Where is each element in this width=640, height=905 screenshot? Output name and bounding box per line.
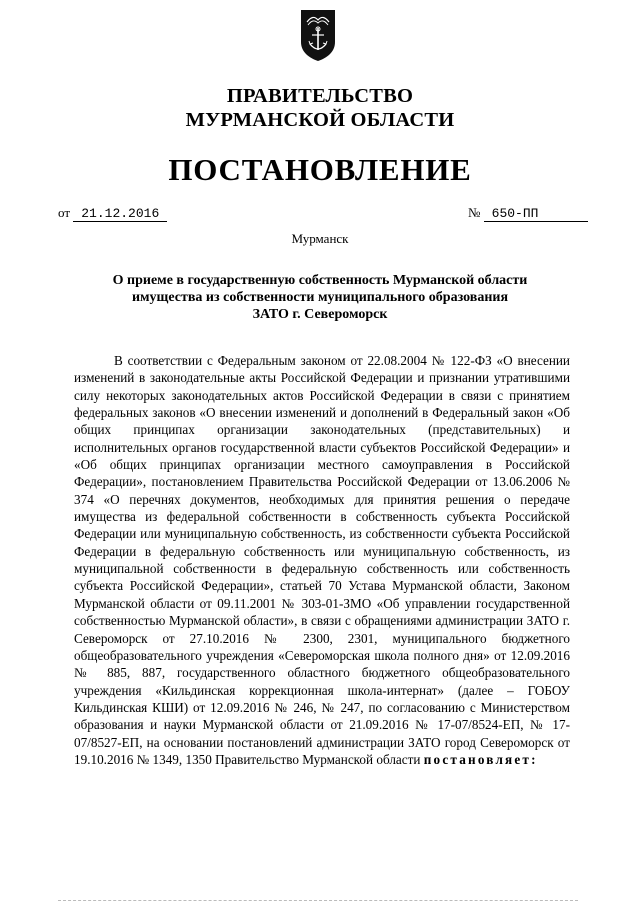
government-name-line1: ПРАВИТЕЛЬСТВО xyxy=(226,85,414,107)
document-number xyxy=(468,205,588,222)
coat-of-arms-icon xyxy=(299,8,337,62)
document-body xyxy=(74,352,570,768)
government-name-line2: МУРМАНСКОЙ ОБЛАСТИ xyxy=(185,109,455,131)
scan-edge xyxy=(58,900,578,901)
document-type: ПОСТАНОВЛЕНИЕ xyxy=(168,152,472,187)
date-prefix: от xyxy=(58,205,71,220)
title-line: имущества из собственности муниципального образования xyxy=(131,290,509,305)
title-line: ЗАТО г. Североморск xyxy=(252,307,388,322)
document-title xyxy=(90,272,550,323)
number-prefix: № xyxy=(468,205,481,220)
date-value: 21.12.2016 xyxy=(73,206,167,222)
body-text: В соответствии с Федеральным законом от 22.08.2004 № 122-ФЗ «О внесении изменений в законодательные акты Российской Федерации и признании утратившими силу некоторых законодательных актов Российской Федерации в связи с принятием федеральных законов «О внесении изменений и дополнений в Федеральный закон «Об общих принципах организации законодательных (представительных) и исполнительных органов государственной власти субъектов Российской Федерации» и «Об общих принципах организации местного самоуправления в Российской Федерации», постановлением Правительства Российской Федерации от 13.06.2006 № 374 «О перечнях документов, необходимых для принятия решения о передаче имущества из федеральной собственности в собственность субъекта Российской Федерации или муниципальную собственность, из собственности субъекта Российской Федерации в федеральную собственность или муниципальную собственность, из муниципальной собственности в федеральную собственность или собственность субъекта Российской Федерации», статьей 70 Устава Мурманской области, Законом Мурманской области от 09.11.2001 № 303-01-ЗМО «Об управлении государственной собственностью Мурманской области», в связи с обращениями администрации ЗАТО г. Североморск от 27.10.2016 № 2300, 2301, муниципального бюджетного общеобразовательного учреждения «Североморская школа полного дня» от 12.09.2016 № 885, 887, государственного областного бюджетного общеобразовательного учреждения «Кильдинская коррекционная школа-интернат» (далее – ГОБОУ Кильдинская КШИ) от 12.09.2016 № 246, № 247, по согласованию с Министерством образования и науки Мурманской области от 21.09.2016 № 17-07/8524-ЕП, № 17-07/8527-ЕП, на основании постановлений администрации ЗАТО город Североморск от 19.10.2016 № 1349, 1350 Правительство Мурманской области xyxy=(74,353,570,767)
title-line: О приеме в государственную собственность Мурманской области xyxy=(112,273,528,288)
city: Мурманск xyxy=(291,231,349,246)
number-value: 650-ПП xyxy=(484,206,588,222)
resolve-word: постановляет: xyxy=(423,751,538,767)
document-date xyxy=(58,205,167,222)
